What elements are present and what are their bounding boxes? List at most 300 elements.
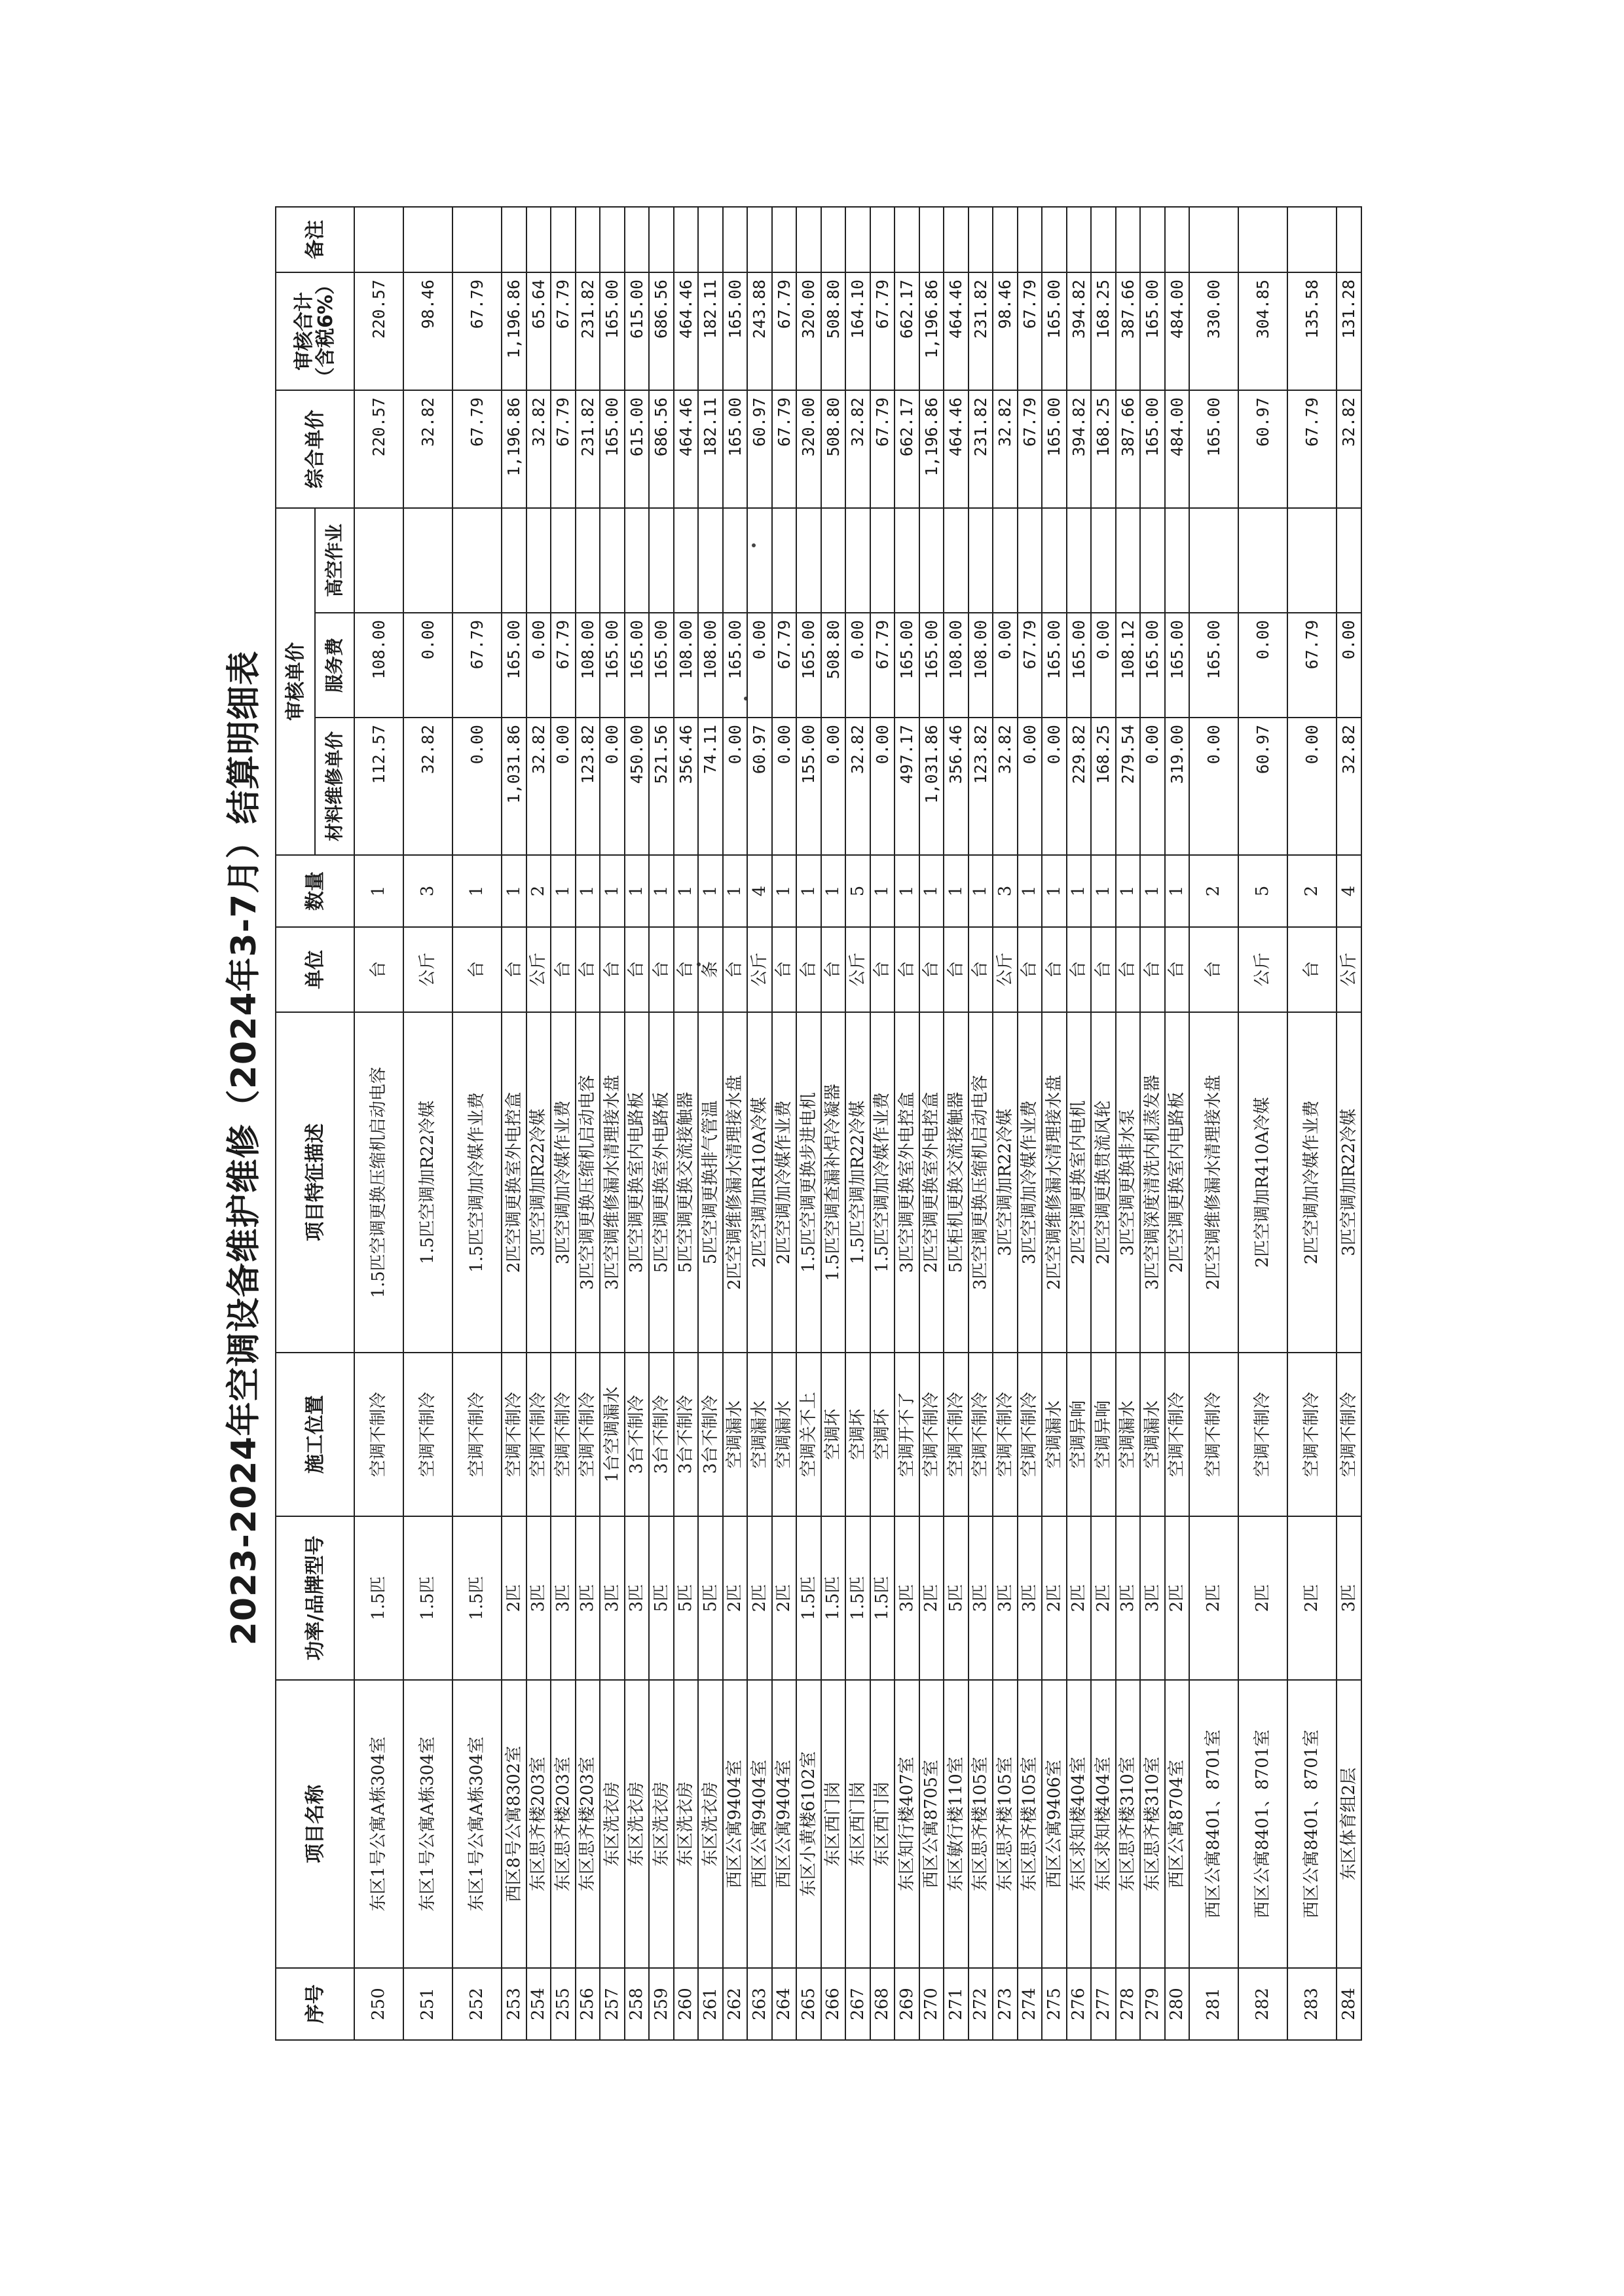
project-name-cell: 西区公寓8401、8701室 [1189, 1680, 1238, 1968]
quantity-cell: 1 [1067, 855, 1092, 927]
seq-cell: 260 [674, 1968, 699, 2040]
table-row [747, 207, 772, 2040]
material-price-cell: 1,031.86 [919, 718, 944, 855]
material-price-cell: 1,031.86 [502, 718, 526, 855]
seq-cell: 277 [1091, 1968, 1116, 2040]
location-cell: 1台空调漏水 [600, 1353, 625, 1516]
seq-cell: 283 [1287, 1968, 1337, 2040]
description-cell: 1.5匹空调加R22冷媒 [403, 1012, 452, 1353]
quantity-cell: 4 [1337, 855, 1361, 927]
location-cell: 空调关不上 [796, 1353, 821, 1516]
location-cell: 空调不制冷 [526, 1353, 551, 1516]
header-power-brand-model: 功率/品牌型号 [276, 1516, 354, 1680]
audit-total-cell: 98.46 [993, 272, 1018, 390]
quantity-cell: 1 [772, 855, 797, 927]
quantity-cell: 2 [1287, 855, 1337, 927]
table-row [1067, 207, 1092, 2040]
service-fee-cell: 108.00 [944, 613, 969, 718]
project-name-cell: 西区公寓9404室 [772, 1680, 797, 1968]
description-cell: 2匹空调更换室外电控盒 [502, 1012, 526, 1353]
header-quantity: 数量 [276, 855, 354, 927]
table-row [796, 207, 821, 2040]
table-row [674, 207, 699, 2040]
location-cell: 空调不制冷 [969, 1353, 993, 1516]
power-cell: 3匹 [1140, 1516, 1165, 1680]
project-name-cell: 东区1号公寓A栋304室 [354, 1680, 403, 1968]
service-fee-cell: 67.79 [772, 613, 797, 718]
unit-cell: 公斤 [845, 927, 870, 1012]
material-price-cell: 0.00 [772, 718, 797, 855]
power-cell: 2匹 [919, 1516, 944, 1680]
remarks-cell [1189, 207, 1238, 272]
description-cell: 3匹空调加R22冷媒 [993, 1012, 1018, 1353]
service-fee-cell: 165.00 [1067, 613, 1092, 718]
header-service-fee: 服务费 [315, 613, 354, 718]
material-price-cell: 168.25 [1091, 718, 1116, 855]
project-name-cell: 西区公寓9406室 [1042, 1680, 1067, 1968]
high-altitude-cell [403, 508, 452, 613]
composite-price-cell: 394.82 [1067, 390, 1092, 508]
description-cell: 2匹空调维修漏水清理接水盘 [1042, 1012, 1067, 1353]
audit-total-cell: 1,196.86 [502, 272, 526, 390]
quantity-cell: 5 [845, 855, 870, 927]
description-cell: 3匹空调加冷媒作业费 [551, 1012, 576, 1353]
unit-cell: 台 [1287, 927, 1337, 1012]
table-row [576, 207, 600, 2040]
high-altitude-cell [895, 508, 919, 613]
unit-cell: 台 [551, 927, 576, 1012]
service-fee-cell: 0.00 [845, 613, 870, 718]
power-cell: 2匹 [502, 1516, 526, 1680]
quantity-cell: 1 [698, 855, 723, 927]
quantity-cell: 1 [821, 855, 846, 927]
remarks-cell [403, 207, 452, 272]
service-fee-cell: 165.00 [649, 613, 674, 718]
quantity-cell: 1 [944, 855, 969, 927]
power-cell: 2匹 [1287, 1516, 1337, 1680]
unit-cell: 公斤 [1337, 927, 1361, 1012]
project-name-cell: 东区洗衣房 [674, 1680, 699, 1968]
table-row [354, 207, 403, 2040]
high-altitude-cell [1189, 508, 1238, 613]
audit-total-cell: 464.46 [674, 272, 699, 390]
service-fee-cell: 165.00 [1140, 613, 1165, 718]
seq-cell: 282 [1238, 1968, 1287, 2040]
material-price-cell: 74.11 [698, 718, 723, 855]
high-altitude-cell [944, 508, 969, 613]
project-name-cell: 东区体育组2层 [1337, 1680, 1361, 1968]
table-row [723, 207, 748, 2040]
description-cell: 3匹空调更换室外电控盒 [895, 1012, 919, 1353]
unit-cell: 台 [1116, 927, 1141, 1012]
table-row [551, 207, 576, 2040]
material-price-cell: 0.00 [1140, 718, 1165, 855]
power-cell: 3匹 [895, 1516, 919, 1680]
location-cell: 空调不制冷 [944, 1353, 969, 1516]
high-altitude-cell [452, 508, 502, 613]
table-row [870, 207, 895, 2040]
table-body [354, 207, 1361, 2040]
project-name-cell: 西区公寓8401、8701室 [1287, 1680, 1337, 1968]
table-row [1337, 207, 1361, 2040]
header-composite-unit-price: 综合单价 [276, 390, 354, 508]
remarks-cell [452, 207, 502, 272]
location-cell: 空调异响 [1091, 1353, 1116, 1516]
composite-price-cell: 165.00 [723, 390, 748, 508]
material-price-cell: 279.54 [1116, 718, 1141, 855]
project-name-cell: 东区1号公寓A栋304室 [452, 1680, 502, 1968]
project-name-cell: 东区思齐楼310室 [1116, 1680, 1141, 1968]
unit-cell: 条 [698, 927, 723, 1012]
location-cell: 空调坏 [845, 1353, 870, 1516]
composite-price-cell: 67.79 [1018, 390, 1043, 508]
power-cell: 3匹 [600, 1516, 625, 1680]
unit-cell: 台 [576, 927, 600, 1012]
unit-cell: 台 [1042, 927, 1067, 1012]
power-cell: 5匹 [674, 1516, 699, 1680]
material-price-cell: 0.00 [723, 718, 748, 855]
power-cell: 2匹 [1165, 1516, 1190, 1680]
header-unit: 单位 [276, 927, 354, 1012]
header-project-name: 项目名称 [276, 1680, 354, 1968]
description-cell: 3匹空调加R22冷媒 [1337, 1012, 1361, 1353]
remarks-cell [895, 207, 919, 272]
material-price-cell: 60.97 [747, 718, 772, 855]
remarks-cell [1042, 207, 1067, 272]
high-altitude-cell [625, 508, 650, 613]
description-cell: 3匹空调更换排水泵 [1116, 1012, 1141, 1353]
remarks-cell [845, 207, 870, 272]
material-price-cell: 60.97 [1238, 718, 1287, 855]
quantity-cell: 1 [723, 855, 748, 927]
power-cell: 1.5匹 [796, 1516, 821, 1680]
material-price-cell: 123.82 [576, 718, 600, 855]
service-fee-cell: 108.00 [354, 613, 403, 718]
location-cell: 3台不制冷 [649, 1353, 674, 1516]
power-cell: 3匹 [1337, 1516, 1361, 1680]
remarks-cell [1091, 207, 1116, 272]
description-cell: 3匹空调更换压缩机启动电容 [576, 1012, 600, 1353]
material-price-cell: 497.17 [895, 718, 919, 855]
description-cell: 5匹空调更换交流接触器 [674, 1012, 699, 1353]
remarks-cell [1067, 207, 1092, 272]
table-row [502, 207, 526, 2040]
material-price-cell: 229.82 [1067, 718, 1092, 855]
audit-total-cell: 65.64 [526, 272, 551, 390]
document-title: 2023-2024年空调设备维护维修（2024年3-7月）结算明细表 [225, 650, 264, 1646]
service-fee-cell: 165.00 [895, 613, 919, 718]
description-cell: 3匹空调加冷媒作业费 [1018, 1012, 1043, 1353]
location-cell: 空调漏水 [1140, 1353, 1165, 1516]
power-cell: 2匹 [1042, 1516, 1067, 1680]
service-fee-cell: 0.00 [1337, 613, 1361, 718]
high-altitude-cell [1091, 508, 1116, 613]
description-cell: 1.5匹空调加冷媒作业费 [870, 1012, 895, 1353]
high-altitude-cell [1116, 508, 1141, 613]
description-cell: 3匹空调深度清洗内机蒸发器 [1140, 1012, 1165, 1353]
quantity-cell: 1 [1165, 855, 1190, 927]
power-cell: 3匹 [551, 1516, 576, 1680]
quantity-cell: 1 [354, 855, 403, 927]
header-high-altitude: 高空作业 [315, 508, 354, 613]
audit-total-cell: 304.85 [1238, 272, 1287, 390]
table-row [821, 207, 846, 2040]
quantity-cell: 1 [1140, 855, 1165, 927]
unit-cell: 公斤 [403, 927, 452, 1012]
audit-total-cell: 67.79 [870, 272, 895, 390]
material-price-cell: 32.82 [993, 718, 1018, 855]
location-cell: 空调不制冷 [403, 1353, 452, 1516]
seq-cell: 278 [1116, 1968, 1141, 2040]
remarks-cell [1165, 207, 1190, 272]
high-altitude-cell [1337, 508, 1361, 613]
seq-cell: 251 [403, 1968, 452, 2040]
material-price-cell: 112.57 [354, 718, 403, 855]
material-price-cell: 0.00 [821, 718, 846, 855]
project-name-cell: 东区西门岗 [845, 1680, 870, 1968]
quantity-cell: 3 [403, 855, 452, 927]
quantity-cell: 2 [526, 855, 551, 927]
service-fee-cell: 0.00 [1091, 613, 1116, 718]
material-price-cell: 0.00 [870, 718, 895, 855]
audit-total-cell: 165.00 [600, 272, 625, 390]
seq-cell: 269 [895, 1968, 919, 2040]
unit-cell: 台 [895, 927, 919, 1012]
service-fee-cell: 67.79 [1287, 613, 1337, 718]
description-cell: 2匹空调维修漏水清理接水盘 [1189, 1012, 1238, 1353]
table-row [1140, 207, 1165, 2040]
remarks-cell [1238, 207, 1287, 272]
location-cell: 空调开不了 [895, 1353, 919, 1516]
location-cell: 空调异响 [1067, 1353, 1092, 1516]
unit-cell: 台 [796, 927, 821, 1012]
composite-price-cell: 32.82 [526, 390, 551, 508]
composite-price-cell: 320.00 [796, 390, 821, 508]
service-fee-cell: 165.00 [919, 613, 944, 718]
composite-price-cell: 32.82 [1337, 390, 1361, 508]
location-cell: 空调坏 [870, 1353, 895, 1516]
unit-cell: 台 [1189, 927, 1238, 1012]
high-altitude-cell [600, 508, 625, 613]
settlement-detail-table [275, 206, 1362, 2041]
audit-total-cell: 182.11 [698, 272, 723, 390]
high-altitude-cell [1042, 508, 1067, 613]
quantity-cell: 2 [1189, 855, 1238, 927]
composite-price-cell: 168.25 [1091, 390, 1116, 508]
composite-price-cell: 615.00 [625, 390, 650, 508]
unit-cell: 公斤 [993, 927, 1018, 1012]
service-fee-cell: 67.79 [551, 613, 576, 718]
remarks-cell [1116, 207, 1141, 272]
unit-cell: 台 [649, 927, 674, 1012]
seq-cell: 281 [1189, 1968, 1238, 2040]
audit-total-cell: 67.79 [551, 272, 576, 390]
quantity-cell: 1 [452, 855, 502, 927]
seq-cell: 275 [1042, 1968, 1067, 2040]
table-row [1189, 207, 1238, 2040]
high-altitude-cell [796, 508, 821, 613]
material-price-cell: 356.46 [944, 718, 969, 855]
material-price-cell: 450.00 [625, 718, 650, 855]
power-cell: 1.5匹 [354, 1516, 403, 1680]
description-cell: 5匹空调更换排气管温 [698, 1012, 723, 1353]
unit-cell: 台 [625, 927, 650, 1012]
audit-total-cell: 135.58 [1287, 272, 1337, 390]
service-fee-cell: 165.00 [502, 613, 526, 718]
unit-cell: 台 [821, 927, 846, 1012]
material-price-cell: 0.00 [1042, 718, 1067, 855]
unit-cell: 台 [944, 927, 969, 1012]
remarks-cell [796, 207, 821, 272]
table-row [526, 207, 551, 2040]
location-cell: 空调不制冷 [576, 1353, 600, 1516]
project-name-cell: 东区思齐楼105室 [969, 1680, 993, 1968]
remarks-cell [993, 207, 1018, 272]
project-name-cell: 东区洗衣房 [625, 1680, 650, 1968]
description-cell: 1.5匹空调查漏补焊冷凝器 [821, 1012, 846, 1353]
power-cell: 2匹 [1238, 1516, 1287, 1680]
remarks-cell [821, 207, 846, 272]
high-altitude-cell [526, 508, 551, 613]
project-name-cell: 东区洗衣房 [649, 1680, 674, 1968]
description-cell: 2匹空调更换贯流风轮 [1091, 1012, 1116, 1353]
high-altitude-cell [845, 508, 870, 613]
high-altitude-cell [576, 508, 600, 613]
high-altitude-cell [747, 508, 772, 613]
high-altitude-cell [1165, 508, 1190, 613]
remarks-cell [649, 207, 674, 272]
project-name-cell: 东区思齐楼310室 [1140, 1680, 1165, 1968]
seq-cell: 255 [551, 1968, 576, 2040]
audit-total-cell: 165.00 [1140, 272, 1165, 390]
header-material-repair-price: 材料维修单价 [315, 718, 354, 855]
header-seq: 序号 [276, 1968, 354, 2040]
composite-price-cell: 67.79 [772, 390, 797, 508]
unit-cell: 公斤 [526, 927, 551, 1012]
quantity-cell: 1 [576, 855, 600, 927]
project-name-cell: 西区公寓8704室 [1165, 1680, 1190, 1968]
power-cell: 2匹 [747, 1516, 772, 1680]
power-cell: 2匹 [772, 1516, 797, 1680]
quantity-cell: 1 [502, 855, 526, 927]
service-fee-cell: 165.00 [1165, 613, 1190, 718]
power-cell: 5匹 [698, 1516, 723, 1680]
seq-cell: 273 [993, 1968, 1018, 2040]
high-altitude-cell [502, 508, 526, 613]
quantity-cell: 1 [1116, 855, 1141, 927]
remarks-cell [354, 207, 403, 272]
unit-cell: 公斤 [1238, 927, 1287, 1012]
header-location: 施工位置 [276, 1353, 354, 1516]
audit-total-cell: 165.00 [1042, 272, 1067, 390]
unit-cell: 台 [969, 927, 993, 1012]
remarks-cell [870, 207, 895, 272]
seq-cell: 279 [1140, 1968, 1165, 2040]
remarks-cell [625, 207, 650, 272]
audit-total-cell: 67.79 [452, 272, 502, 390]
project-name-cell: 东区思齐楼203室 [576, 1680, 600, 1968]
quantity-cell: 1 [1042, 855, 1067, 927]
project-name-cell: 东区西门岗 [821, 1680, 846, 1968]
service-fee-cell: 508.80 [821, 613, 846, 718]
high-altitude-cell [919, 508, 944, 613]
quantity-cell: 1 [919, 855, 944, 927]
quantity-cell: 1 [969, 855, 993, 927]
quantity-cell: 4 [747, 855, 772, 927]
power-cell: 3匹 [1018, 1516, 1043, 1680]
location-cell: 3台不制冷 [674, 1353, 699, 1516]
project-name-cell: 东区知行楼407室 [895, 1680, 919, 1968]
remarks-cell [576, 207, 600, 272]
material-price-cell: 0.00 [600, 718, 625, 855]
service-fee-cell: 108.00 [969, 613, 993, 718]
service-fee-cell: 0.00 [526, 613, 551, 718]
high-altitude-cell [551, 508, 576, 613]
seq-cell: 262 [723, 1968, 748, 2040]
table-row [772, 207, 797, 2040]
description-cell: 1.5匹空调加R22冷媒 [845, 1012, 870, 1353]
power-cell: 2匹 [1067, 1516, 1092, 1680]
table-row [1165, 207, 1190, 2040]
service-fee-cell: 0.00 [993, 613, 1018, 718]
power-cell: 1.5匹 [452, 1516, 502, 1680]
description-cell: 1.5匹空调更换压缩机启动电容 [354, 1012, 403, 1353]
audit-total-cell: 231.82 [969, 272, 993, 390]
remarks-cell [600, 207, 625, 272]
quantity-cell: 1 [551, 855, 576, 927]
power-cell: 3匹 [1116, 1516, 1141, 1680]
service-fee-cell: 0.00 [1238, 613, 1287, 718]
service-fee-cell: 165.00 [1042, 613, 1067, 718]
unit-cell: 公斤 [747, 927, 772, 1012]
service-fee-cell: 165.00 [1189, 613, 1238, 718]
material-price-cell: 123.82 [969, 718, 993, 855]
unit-cell: 台 [1165, 927, 1190, 1012]
table-row [698, 207, 723, 2040]
project-name-cell: 西区8号公寓8302室 [502, 1680, 526, 1968]
description-cell: 2匹空调更换室内电路板 [1165, 1012, 1190, 1353]
composite-price-cell: 67.79 [551, 390, 576, 508]
quantity-cell: 5 [1238, 855, 1287, 927]
unit-cell: 台 [870, 927, 895, 1012]
service-fee-cell: 108.00 [674, 613, 699, 718]
table-row [452, 207, 502, 2040]
seq-cell: 271 [944, 1968, 969, 2040]
service-fee-cell: 0.00 [403, 613, 452, 718]
power-cell: 1.5匹 [821, 1516, 846, 1680]
service-fee-cell: 108.00 [576, 613, 600, 718]
quantity-cell: 1 [1018, 855, 1043, 927]
material-price-cell: 32.82 [526, 718, 551, 855]
project-name-cell: 西区公寓9404室 [723, 1680, 748, 1968]
project-name-cell: 东区洗衣房 [600, 1680, 625, 1968]
composite-price-cell: 464.46 [674, 390, 699, 508]
audit-total-cell: 1,196.86 [919, 272, 944, 390]
power-cell: 3匹 [993, 1516, 1018, 1680]
composite-price-cell: 231.82 [576, 390, 600, 508]
location-cell: 空调不制冷 [1337, 1353, 1361, 1516]
quantity-cell: 1 [1091, 855, 1116, 927]
project-name-cell: 东区小黄楼6102室 [796, 1680, 821, 1968]
location-cell: 空调不制冷 [452, 1353, 502, 1516]
remarks-cell [1018, 207, 1043, 272]
project-name-cell: 西区公寓9404室 [747, 1680, 772, 1968]
high-altitude-cell [1018, 508, 1043, 613]
audit-total-cell: 508.80 [821, 272, 846, 390]
quantity-cell: 1 [895, 855, 919, 927]
project-name-cell: 东区洗衣房 [698, 1680, 723, 1968]
unit-cell: 台 [1091, 927, 1116, 1012]
